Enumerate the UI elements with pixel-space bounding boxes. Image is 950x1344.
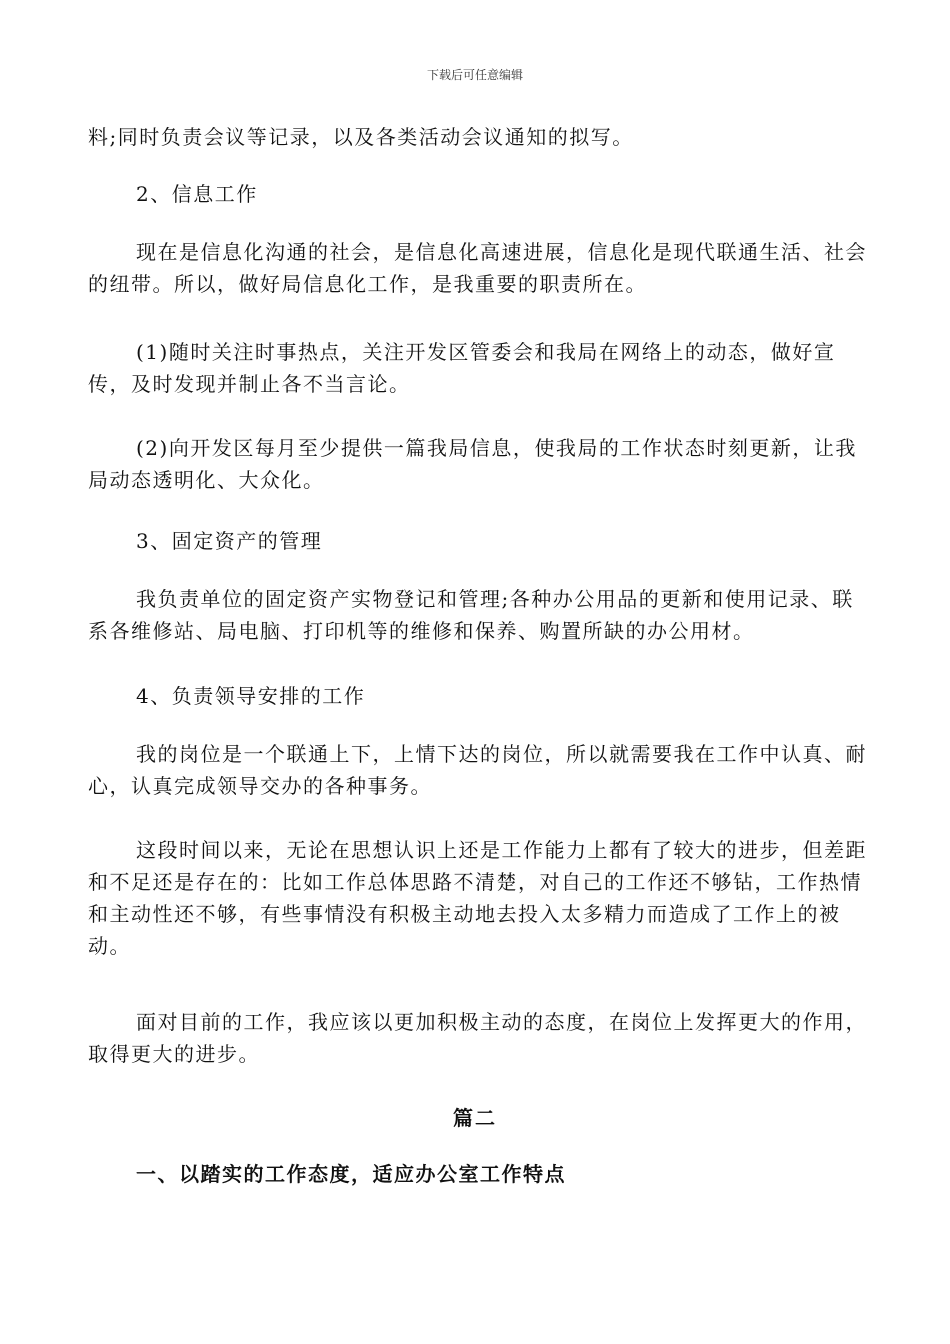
section-heading-4: 4、负责领导安排的工作 xyxy=(136,684,366,708)
paragraph: 料;同时负责会议等记录，以及各类活动会议通知的拟写。 xyxy=(88,125,634,149)
page-header: 下载后可任意编辑 xyxy=(426,68,523,82)
paragraph: 这段时间以来，无论在思想认识上还是工作能力上都有了较大的进步，但差距和不足还是存在的：比如工作总体思路不清楚，对自己的工作还不够钻，工作热情和主动性还不够，有些事情没有积极主动地去投入太多精力而造成了工作上的被动。 xyxy=(88,838,867,958)
paragraph: 我负责单位的固定资产实物登记和管理;各种办公用品的更新和使用记录、联系各维修站、局电脑、打印机等的维修和保养、购置所缺的办公用材。 xyxy=(88,587,854,643)
section-heading-3: 3、固定资产的管理 xyxy=(136,529,323,553)
paragraph: (1)随时关注时事热点，关注开发区管委会和我局在网络上的动态，做好宣传，及时发现并制止各不当言论。 xyxy=(88,340,836,396)
paragraph: 面对目前的工作，我应该以更加积极主动的态度，在岗位上发挥更大的作用，取得更大的进步。 xyxy=(88,1010,867,1066)
section-heading-2: 2、信息工作 xyxy=(136,182,258,206)
paragraph: (2)向开发区每月至少提供一篇我局信息，使我局的工作状态时刻更新，让我局动态透明化、大众化。 xyxy=(88,436,857,492)
paragraph: 现在是信息化沟通的社会，是信息化高速进展，信息化是现代联通生活、社会的纽带。所以，做好局信息化工作，是我重要的职责所在。 xyxy=(88,240,867,296)
section-heading-bold: 一、以踏实的工作态度，适应办公室工作特点 xyxy=(136,1162,566,1186)
section-title: 篇二 xyxy=(453,1106,497,1130)
paragraph: 我的岗位是一个联通上下，上情下达的岗位，所以就需要我在工作中认真、耐心，认真完成领导交办的各种事务。 xyxy=(88,742,867,798)
